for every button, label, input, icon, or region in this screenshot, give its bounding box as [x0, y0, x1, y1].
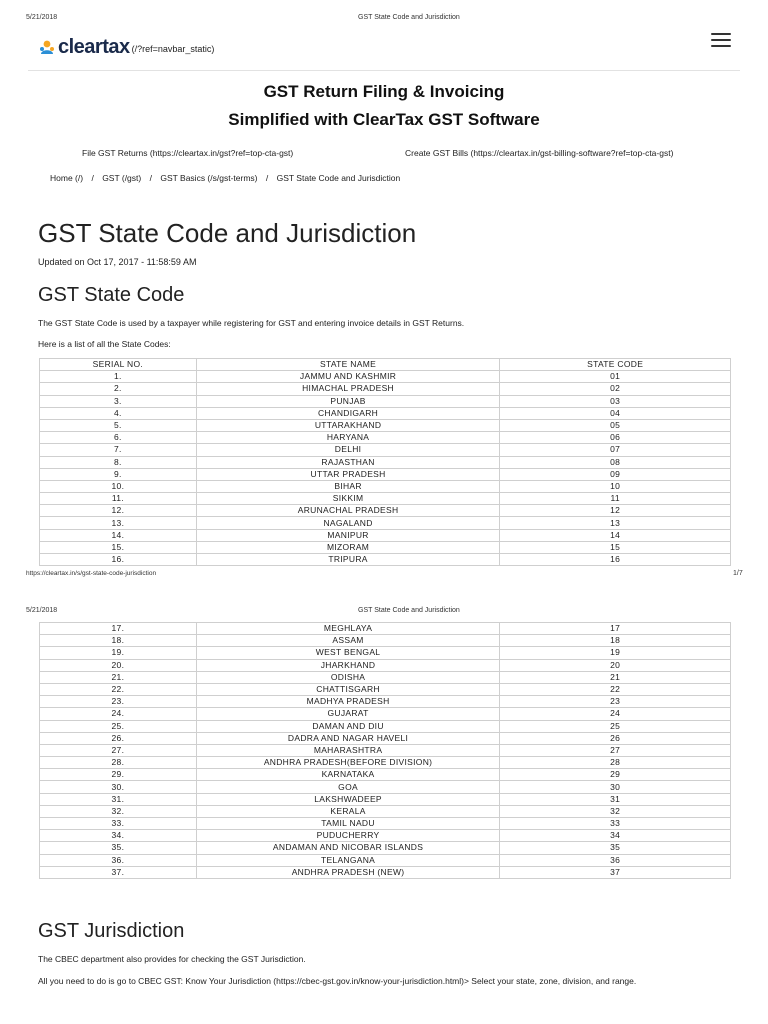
- serial-cell: 5.: [40, 419, 197, 431]
- state-code-heading: GST State Code: [38, 284, 185, 306]
- state-name-cell: KARNATAKA: [196, 769, 500, 781]
- state-name-cell: GOA: [196, 781, 500, 793]
- header-divider: [28, 70, 740, 71]
- state-code-cell: 21: [500, 671, 731, 683]
- hero-line-2: Simplified with ClearTax GST Software: [228, 110, 540, 129]
- state-name-cell: TELANGANA: [196, 854, 500, 866]
- state-name-cell: TRIPURA: [196, 554, 500, 566]
- state-name-cell: UTTAR PRADESH: [196, 468, 500, 480]
- print-footer-url: https://cleartax.in/s/gst-state-code-jurisdiction: [26, 570, 157, 577]
- table-row: [40, 842, 731, 854]
- state-name-cell: CHATTISGARH: [196, 683, 500, 695]
- header-state-name: STATE NAME: [196, 359, 500, 371]
- state-code-cell: 32: [500, 805, 731, 817]
- state-name-cell: BIHAR: [196, 480, 500, 492]
- breadcrumb-separator: /: [91, 173, 94, 183]
- state-name-cell: TAMIL NADU: [196, 818, 500, 830]
- table-row: [40, 554, 731, 566]
- table-row: [40, 757, 731, 769]
- state-code-cell: 03: [500, 395, 731, 407]
- state-code-cell: 04: [500, 407, 731, 419]
- updated-timestamp: Updated on Oct 17, 2017 - 11:58:59 AM: [38, 257, 197, 267]
- state-code-cell: 13: [500, 517, 731, 529]
- state-name-cell: JHARKHAND: [196, 659, 500, 671]
- print-date: 5/21/2018: [26, 14, 58, 21]
- table-row: [40, 419, 731, 431]
- table-row: [40, 635, 731, 647]
- state-code-cell: 29: [500, 769, 731, 781]
- print-title: GST State Code and Jurisdiction: [358, 14, 460, 21]
- state-code-cell: 15: [500, 541, 731, 553]
- state-name-cell: HARYANA: [196, 432, 500, 444]
- state-name-cell: JAMMU AND KASHMIR: [196, 371, 500, 383]
- header-serial: SERIAL NO.: [40, 359, 197, 371]
- serial-cell: 34.: [40, 830, 197, 842]
- state-code-table-part1: [39, 358, 731, 566]
- file-gst-returns-link[interactable]: File GST Returns (https://cleartax.in/gst?ref=top-cta-gst): [82, 148, 294, 158]
- serial-cell: 21.: [40, 671, 197, 683]
- table-row: [40, 732, 731, 744]
- serial-cell: 26.: [40, 732, 197, 744]
- table-row: [40, 517, 731, 529]
- state-name-cell: ASSAM: [196, 635, 500, 647]
- brand-logo[interactable]: [38, 36, 214, 59]
- serial-cell: 4.: [40, 407, 197, 419]
- print-title-page2: GST State Code and Jurisdiction: [358, 607, 460, 614]
- state-name-cell: MIZORAM: [196, 541, 500, 553]
- serial-cell: 2.: [40, 383, 197, 395]
- serial-cell: 28.: [40, 757, 197, 769]
- table-row: [40, 696, 731, 708]
- serial-cell: 17.: [40, 623, 197, 635]
- hamburger-menu-icon[interactable]: [711, 33, 731, 47]
- serial-cell: 18.: [40, 635, 197, 647]
- state-code-list-intro: Here is a list of all the State Codes:: [38, 339, 171, 349]
- state-code-cell: 37: [500, 866, 731, 878]
- serial-cell: 22.: [40, 683, 197, 695]
- state-code-cell: 06: [500, 432, 731, 444]
- state-code-cell: 09: [500, 468, 731, 480]
- serial-cell: 23.: [40, 696, 197, 708]
- table-row: [40, 793, 731, 805]
- state-code-cell: 30: [500, 781, 731, 793]
- state-code-cell: 28: [500, 757, 731, 769]
- table-row: [40, 830, 731, 842]
- state-code-cell: 27: [500, 744, 731, 756]
- table-row: [40, 769, 731, 781]
- table-row: [40, 854, 731, 866]
- serial-cell: 1.: [40, 371, 197, 383]
- state-code-cell: 22: [500, 683, 731, 695]
- table-row: [40, 505, 731, 517]
- serial-cell: 10.: [40, 480, 197, 492]
- serial-cell: 14.: [40, 529, 197, 541]
- state-code-cell: 05: [500, 419, 731, 431]
- serial-cell: 30.: [40, 781, 197, 793]
- serial-cell: 32.: [40, 805, 197, 817]
- state-code-cell: 18: [500, 635, 731, 647]
- breadcrumb-gst[interactable]: GST (/gst): [102, 173, 142, 183]
- state-code-cell: 25: [500, 720, 731, 732]
- table-row: [40, 529, 731, 541]
- state-code-cell: 01: [500, 371, 731, 383]
- state-name-cell: PUDUCHERRY: [196, 830, 500, 842]
- table-row: [40, 456, 731, 468]
- table-row: [40, 781, 731, 793]
- breadcrumb-separator: /: [265, 173, 269, 183]
- serial-cell: 8.: [40, 456, 197, 468]
- state-name-cell: DADRA AND NAGAR HAVELI: [196, 732, 500, 744]
- state-name-cell: MAHARASHTRA: [196, 744, 500, 756]
- table-header-row: [40, 359, 731, 371]
- table-row: [40, 683, 731, 695]
- state-code-cell: 24: [500, 708, 731, 720]
- serial-cell: 20.: [40, 659, 197, 671]
- print-date-page2: 5/21/2018: [26, 607, 58, 614]
- serial-cell: 3.: [40, 395, 197, 407]
- table-row: [40, 647, 731, 659]
- state-code-intro: The GST State Code is used by a taxpayer while registering for GST and entering invoice details in GST Returns.: [38, 318, 465, 328]
- table-row: [40, 744, 731, 756]
- breadcrumb-separator: /: [149, 173, 152, 183]
- state-code-cell: 08: [500, 456, 731, 468]
- hero-line-1: GST Return Filing & Invoicing: [263, 82, 505, 101]
- brand-name: cleartax: [58, 36, 130, 58]
- serial-cell: 24.: [40, 708, 197, 720]
- state-name-cell: DAMAN AND DIU: [196, 720, 500, 732]
- state-name-cell: WEST BENGAL: [196, 647, 500, 659]
- table-row: [40, 383, 731, 395]
- table-row: [40, 720, 731, 732]
- state-code-cell: 19: [500, 647, 731, 659]
- table-row: [40, 480, 731, 492]
- state-name-cell: CHANDIGARH: [196, 407, 500, 419]
- state-name-cell: SIKKIM: [196, 493, 500, 505]
- table-row: [40, 866, 731, 878]
- serial-cell: 15.: [40, 541, 197, 553]
- serial-cell: 11.: [40, 493, 197, 505]
- table-row: [40, 671, 731, 683]
- state-code-cell: 20: [500, 659, 731, 671]
- state-name-cell: KERALA: [196, 805, 500, 817]
- state-name-cell: LAKSHWADEEP: [196, 793, 500, 805]
- serial-cell: 19.: [40, 647, 197, 659]
- state-code-cell: 16: [500, 554, 731, 566]
- serial-cell: 36.: [40, 854, 197, 866]
- table-row: [40, 659, 731, 671]
- state-name-cell: NAGALAND: [196, 517, 500, 529]
- breadcrumb-home[interactable]: Home (/): [50, 173, 84, 183]
- state-code-cell: 14: [500, 529, 731, 541]
- brand-link[interactable]: (/?ref=navbar_static): [131, 43, 215, 54]
- state-code-cell: 26: [500, 732, 731, 744]
- table-row: [40, 818, 731, 830]
- state-name-cell: ODISHA: [196, 671, 500, 683]
- serial-cell: 33.: [40, 818, 197, 830]
- state-name-cell: MEGHLAYA: [196, 623, 500, 635]
- state-code-cell: 17: [500, 623, 731, 635]
- breadcrumb: [50, 173, 400, 183]
- serial-cell: 16.: [40, 554, 197, 566]
- serial-cell: 35.: [40, 842, 197, 854]
- state-name-cell: UTTARAKHAND: [196, 419, 500, 431]
- cleartax-logo-icon: [38, 39, 56, 57]
- state-name-cell: HIMACHAL PRADESH: [196, 383, 500, 395]
- state-code-cell: 36: [500, 854, 731, 866]
- state-code-table-part2: [39, 622, 731, 879]
- state-code-cell: 31: [500, 793, 731, 805]
- serial-cell: 13.: [40, 517, 197, 529]
- table-row: [40, 541, 731, 553]
- state-code-cell: 23: [500, 696, 731, 708]
- serial-cell: 6.: [40, 432, 197, 444]
- jurisdiction-paragraph-2: All you need to do is go to CBEC GST: Know Your Jurisdiction (https://cbec-gst.gov.in/know-your-jurisdiction.html)> Select your state, zone, division, and range.: [38, 976, 637, 986]
- serial-cell: 29.: [40, 769, 197, 781]
- serial-cell: 27.: [40, 744, 197, 756]
- table-row: [40, 468, 731, 480]
- state-code-cell: 07: [500, 444, 731, 456]
- state-code-cell: 11: [500, 493, 731, 505]
- page-title: GST State Code and Jurisdiction: [38, 218, 417, 248]
- breadcrumb-current: GST State Code and Jurisdiction: [276, 173, 401, 183]
- state-name-cell: MANIPUR: [196, 529, 500, 541]
- table-row: [40, 432, 731, 444]
- table-row: [40, 805, 731, 817]
- table-row: [40, 493, 731, 505]
- serial-cell: 9.: [40, 468, 197, 480]
- state-name-cell: ANDHRA PRADESH(BEFORE DIVISION): [196, 757, 500, 769]
- state-name-cell: DELHI: [196, 444, 500, 456]
- serial-cell: 7.: [40, 444, 197, 456]
- serial-cell: 12.: [40, 505, 197, 517]
- state-code-cell: 12: [500, 505, 731, 517]
- state-code-cell: 34: [500, 830, 731, 842]
- breadcrumb-gst-basics[interactable]: GST Basics (/s/gst-terms): [160, 173, 258, 183]
- print-footer-page: 1/7: [733, 570, 743, 577]
- table-row: [40, 444, 731, 456]
- serial-cell: 31.: [40, 793, 197, 805]
- state-code-cell: 02: [500, 383, 731, 395]
- state-name-cell: ANDHRA PRADESH (NEW): [196, 866, 500, 878]
- jurisdiction-paragraph-1: The CBEC department also provides for checking the GST Jurisdiction.: [38, 954, 306, 964]
- state-name-cell: RAJASTHAN: [196, 456, 500, 468]
- jurisdiction-heading: GST Jurisdiction: [38, 920, 185, 942]
- table-row: [40, 407, 731, 419]
- table-row: [40, 371, 731, 383]
- state-code-cell: 10: [500, 480, 731, 492]
- state-name-cell: ANDAMAN AND NICOBAR ISLANDS: [196, 842, 500, 854]
- state-code-cell: 33: [500, 818, 731, 830]
- state-name-cell: MADHYA PRADESH: [196, 696, 500, 708]
- state-name-cell: PUNJAB: [196, 395, 500, 407]
- state-name-cell: ARUNACHAL PRADESH: [196, 505, 500, 517]
- table-row: [40, 395, 731, 407]
- create-gst-bills-link[interactable]: Create GST Bills (https://cleartax.in/gst-billing-software?ref=top-cta-gst): [405, 148, 674, 158]
- header-state-code: STATE CODE: [500, 359, 731, 371]
- state-name-cell: GUJARAT: [196, 708, 500, 720]
- serial-cell: 25.: [40, 720, 197, 732]
- table-row: [40, 623, 731, 635]
- state-code-cell: 35: [500, 842, 731, 854]
- table-row: [40, 708, 731, 720]
- serial-cell: 37.: [40, 866, 197, 878]
